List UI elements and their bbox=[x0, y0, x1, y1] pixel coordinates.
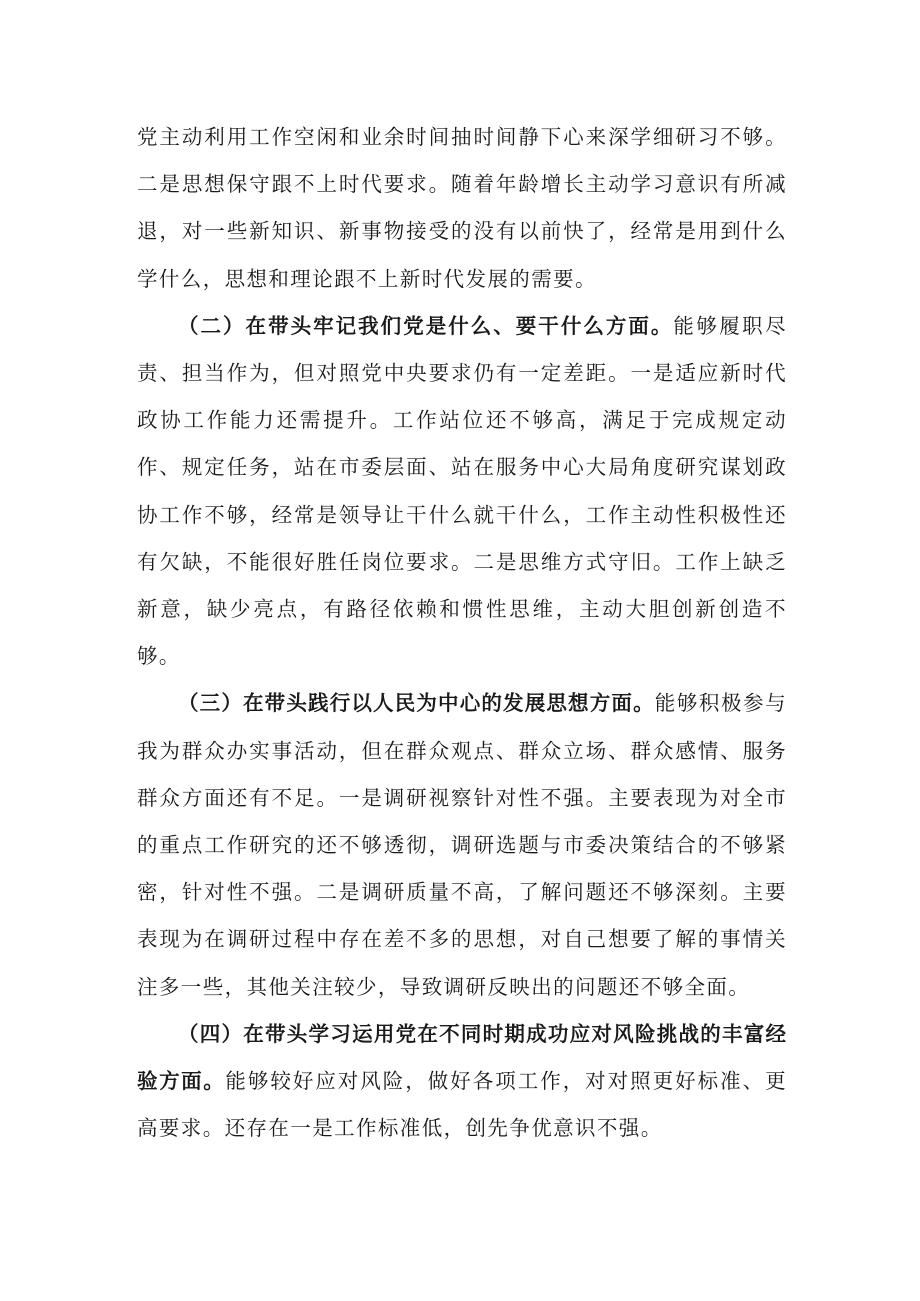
paragraph-text: 能够较好应对风险，做好各项工作，对对照更好标准、更高要求。还存在一是工作标准低，创先争优意识不强。 bbox=[137, 1069, 788, 1141]
paragraph-section-2 bbox=[137, 303, 787, 681]
section-heading: （三）在带头践行以人民为中心的发展思想方面。 bbox=[178, 691, 655, 716]
paragraph-text: 党主动利用工作空闲和业余时间抽时间静下心来深学细研习不够。二是思想保守跟不上时代要求。随着年龄增长主动学习意识有所减退，对一些新知识、新事物接受的没有以前快了，经常是用到什么学什么，思想和理论跟不上新时代发展的需要。 bbox=[137, 125, 787, 291]
paragraph-section-4 bbox=[137, 1011, 787, 1153]
section-heading: （二）在带头牢记我们党是什么、要干什么方面。 bbox=[178, 313, 674, 338]
paragraph-text: 能够积极参与我为群众办实事活动，但在群众观点、群众立场、群众感情、服务群众方面还有不足。一是调研视察针对性不强。主要表现为对全市的重点工作研究的还不够透彻，调研选题与市委决策结合的不够紧密，针对性不强。二是调研质量不高，了解问题还不够深刻。主要表现为在调研过程中存在差不多的思想，对自己想要了解的事情关注多一些，其他关注较少，导致调研反映出的问题还不够全面。 bbox=[137, 691, 788, 999]
document-body bbox=[137, 114, 787, 1152]
paragraph-text: 能够履职尽责、担当作为，但对照党中央要求仍有一定差距。一是适应新时代政协工作能力还需提升。工作站位还不够高，满足于完成规定动作、规定任务，站在市委层面、站在服务中心大局角度研究谋划政协工作不够，经常是领导让干什么就干什么，工作主动性积极性还有欠缺，不能很好胜任岗位要求。二是思维方式守旧。工作上缺乏新意，缺少亮点，有路径依赖和惯性思维，主动大胆创新创造不够。 bbox=[137, 313, 787, 669]
paragraph-section-3 bbox=[137, 680, 787, 1010]
section-heading: （四）在带头学习运用党在不同时期成功应对风险挑战的丰富经验方面。 bbox=[137, 1021, 787, 1094]
paragraph-continuation bbox=[137, 114, 787, 303]
